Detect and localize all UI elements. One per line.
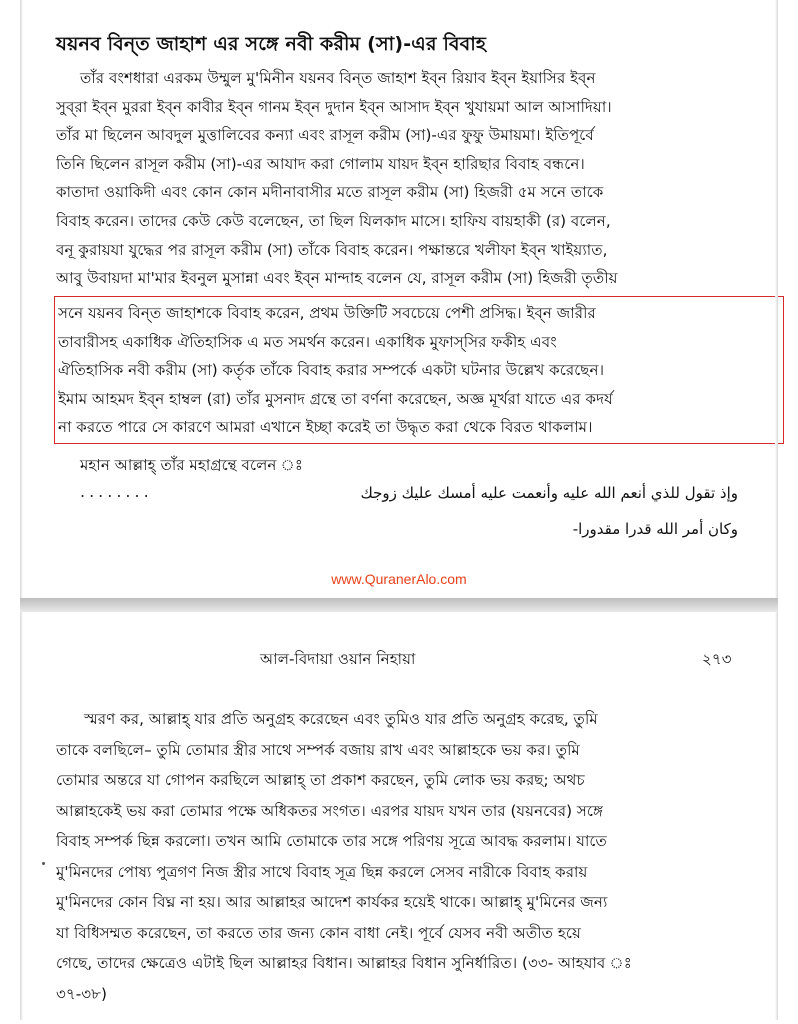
text-line: মু'মিনদের পোষ্য পুত্রগণ নিজ স্ত্রীর সাথে বিবাহ সূত্র ছিন্ন করলে সেসব নারীকে বিবাহ করায় xyxy=(56,862,588,881)
running-header-title: আল-বিদায়া ওয়ান নিহায়া xyxy=(260,650,416,668)
text-line: গেছে, তাদের ক্ষেত্রেও এটাই ছিল আল্লাহর বিধান। আল্লাহর বিধান সুনির্ধারিত। (৩৩- আহযাব ঃ xyxy=(56,954,632,972)
text-line: সুব্‌রা ইব্‌ন মুররা ইব্‌ন কাবীর ইব্‌ন গানম ইব্‌ন দুদান ইব্‌ন আসাদ ইব্‌ন খুযায়মা আল আসাদিয়া। xyxy=(56,97,612,116)
paragraph-lineage xyxy=(56,64,756,293)
text-line: আল্লাহকেই ভয় করা তোমার পক্ষে অধিকতর সংগত। এরপর যায়দ যখন তার (যয়নবের) সঙ্গে xyxy=(56,801,604,820)
highlighted-line: সনে যয়নব বিন্‌ত জাহাশকে বিবাহ করেন, প্রথম উক্তিটি সবচেয়ে পেশী প্রসিদ্ধ। ইব্‌ন জারীর xyxy=(58,304,596,322)
page-divider xyxy=(20,598,778,612)
page-top xyxy=(20,0,778,598)
section-heading: যয়নব বিন্‌ত জাহাশ এর সঙ্গে নবী করীম (সা)-এর বিবাহ xyxy=(56,33,487,55)
text-line: তাকে বলছিলে– তুমি তোমার স্ত্রীর সাথে সম্পর্ক বজায় রাখ এবং আল্লাহকে ভয় কর। তুমি xyxy=(56,740,580,759)
highlighted-line: ইমাম আহমদ ইব্‌ন হাম্বল (রা) তাঁর মুসনাদ গ্রন্থে তা বর্ণনা করেছেন, অজ্ঞ মূর্খরা যাতে এর কদর্য xyxy=(58,389,613,408)
ellipsis-dots: ........ xyxy=(80,482,153,501)
scan-speck xyxy=(42,862,45,865)
text-line: বিবাহ করেন। তাদের কেউ কেউ বলেছেন, তা ছিল যিলকাদ মাসে। হাফিয বায়হাকী (র) বলেন, xyxy=(56,211,611,230)
highlighted-line: তাবারীসহ একাধিক ঐতিহাসিক এ মত সমর্থন করেন। একাধিক মুফাস্‌সির ফকীহ এবং xyxy=(58,332,557,351)
text-line: ৩৭-৩৮) xyxy=(56,984,107,1003)
highlighted-line: ঐতিহাসিক নবী করীম (সা) কর্তৃক তাঁকে বিবাহ করার সম্পর্কে একটা ঘটনার উল্লেখ করেছেন। xyxy=(58,361,605,380)
highlighted-paragraph xyxy=(58,299,778,442)
text-line: তিনি ছিলেন রাসূল করীম (সা)-এর আযাদ করা গোলাম যায়দ ইব্‌ন হারিছার বিবাহ বন্ধনে। xyxy=(56,154,585,173)
text-line: তাঁর বংশধারা এরকম উম্মুল মু'মিনীন যয়নব বিন্‌ত জাহাশ ইব্‌ন রিয়াব ইব্‌ন ইয়াসির ইব্‌ন xyxy=(80,69,596,87)
quote-intro: মহান আল্লাহ্‌ তাঁর মহাগ্রন্থে বলেন ঃ xyxy=(80,456,303,474)
text-line: যা বিধিসম্মত করেছেন, তা করতে তার জন্য কোন বাধা নেই। পূর্বে যেসব নবী অতীত হয়ে xyxy=(56,923,581,942)
text-line: তাঁর মা ছিলেন আবদুল মুত্তালিবের কন্যা এবং রাসূল করীম (সা)-এর ফুফু উমায়মা। ইতিপূর্বে xyxy=(56,126,594,145)
text-line: বিবাহ সম্পর্ক ছিন্ন করলো। তখন আমি তোমাকে তার সঙ্গে পরিণয় সূত্রে আবদ্ধ করলাম। যাতে xyxy=(56,832,607,850)
paragraph-translation xyxy=(56,704,742,1009)
text-line: মু'মিনদের কোন বিঘ্ন না হয়। আর আল্লাহর আদেশ কার্যকর হয়েই থাকে। আল্লাহ্‌ মু'মিনের জন্য xyxy=(56,893,608,911)
text-line: কাতাদা ওয়াকিদী এবং কোন কোন মদীনাবাসীর মতে রাসূল করীম (সা) হিজরী ৫ম সনে তাকে xyxy=(56,183,604,202)
highlighted-line: না করতে পারে সে কারণে আমরা এখানে ইচ্ছা করেই তা উদ্ধৃত করা থেকে বিরত থাকলাম। xyxy=(58,418,593,437)
arabic-verse-line-2: وكان أمر الله قدرا مقدورا- xyxy=(572,520,738,538)
text-line: বনূ কুরায়যা যুদ্ধের পর রাসূল করীম (সা) তাঁকে বিবাহ করেন। পক্ষান্তরে খলীফা ইব্‌ন খাইয়্যাত, xyxy=(56,240,608,259)
text-line: স্মরণ কর, আল্লাহ্‌ যার প্রতি অনুগ্রহ করেছেন এবং তুমিও যার প্রতি অনুগ্রহ করেছ, তুমি xyxy=(84,710,598,728)
watermark-link[interactable]: www.QuranerAlo.com xyxy=(331,571,467,587)
text-line: আবু উবায়দা মা'মার ইবনুল মুসান্না এবং ইব্‌ন মান্দাহ বলেন যে, রাসূল করীম (সা) হিজরী তৃতীয় xyxy=(56,269,618,288)
arabic-verse-line-1: وإذ تقول للذي أنعم الله عليه وأنعمت عليه أمسك عليك زوجك xyxy=(360,484,738,502)
text-line: তোমার অন্তরে যা গোপন করছিলে আল্লাহ্‌ তা প্রকাশ করছেন, তুমি লোক ভয় করছ; অথচ xyxy=(56,771,585,789)
page-number: ২৭৩ xyxy=(702,650,732,668)
